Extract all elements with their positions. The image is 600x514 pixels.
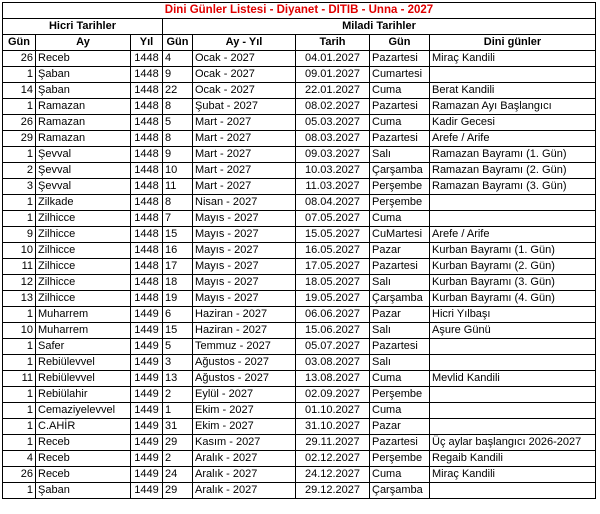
miladi-month-year-cell: Aralık - 2027 bbox=[193, 483, 296, 499]
table-row bbox=[3, 83, 596, 99]
date-cell: 02.09.2027 bbox=[296, 387, 370, 403]
table-row bbox=[3, 179, 596, 195]
miladi-day-cell: 29 bbox=[163, 483, 193, 499]
religious-day-cell bbox=[430, 419, 596, 435]
hicri-year-cell: 1448 bbox=[131, 195, 163, 211]
col-hicri-month: Ay bbox=[36, 35, 131, 51]
religious-day-cell: Ramazan Ayı Başlangıcı bbox=[430, 99, 596, 115]
date-cell: 15.06.2027 bbox=[296, 323, 370, 339]
date-cell: 08.03.2027 bbox=[296, 131, 370, 147]
hicri-year-cell: 1448 bbox=[131, 275, 163, 291]
table-row bbox=[3, 243, 596, 259]
miladi-day-cell: 4 bbox=[163, 51, 193, 67]
miladi-month-year-cell: Aralık - 2027 bbox=[193, 451, 296, 467]
hicri-year-cell: 1448 bbox=[131, 147, 163, 163]
miladi-day-cell: 10 bbox=[163, 163, 193, 179]
date-cell: 02.12.2027 bbox=[296, 451, 370, 467]
table-row bbox=[3, 403, 596, 419]
religious-day-cell bbox=[430, 403, 596, 419]
hicri-month-cell: Receb bbox=[36, 435, 131, 451]
hicri-year-cell: 1449 bbox=[131, 355, 163, 371]
hicri-day-cell: 1 bbox=[3, 195, 36, 211]
miladi-month-year-cell: Nisan - 2027 bbox=[193, 195, 296, 211]
religious-day-cell: Üç aylar başlangıcı 2026-2027 bbox=[430, 435, 596, 451]
group-miladi: Miladi Tarihler bbox=[163, 19, 596, 35]
hicri-month-cell: Zilhicce bbox=[36, 227, 131, 243]
table-row bbox=[3, 147, 596, 163]
hicri-month-cell: Zilhicce bbox=[36, 275, 131, 291]
religious-day-cell bbox=[430, 339, 596, 355]
hicri-day-cell: 1 bbox=[3, 403, 36, 419]
date-cell: 29.12.2027 bbox=[296, 483, 370, 499]
hicri-day-cell: 10 bbox=[3, 323, 36, 339]
date-cell: 22.01.2027 bbox=[296, 83, 370, 99]
miladi-month-year-cell: Ocak - 2027 bbox=[193, 83, 296, 99]
hicri-day-cell: 1 bbox=[3, 307, 36, 323]
date-cell: 29.11.2027 bbox=[296, 435, 370, 451]
col-date: Tarih bbox=[296, 35, 370, 51]
miladi-month-year-cell: Haziran - 2027 bbox=[193, 307, 296, 323]
table-row bbox=[3, 163, 596, 179]
hicri-day-cell: 1 bbox=[3, 99, 36, 115]
miladi-month-year-cell: Mayıs - 2027 bbox=[193, 291, 296, 307]
table-row bbox=[3, 387, 596, 403]
hicri-day-cell: 13 bbox=[3, 291, 36, 307]
weekday-cell: Çarşamba bbox=[370, 163, 430, 179]
sheet-title: Dini Günler Listesi - Diyanet - DITIB - Unna - 2027 bbox=[3, 3, 596, 19]
miladi-month-year-cell: Mart - 2027 bbox=[193, 163, 296, 179]
hicri-year-cell: 1449 bbox=[131, 371, 163, 387]
hicri-month-cell: Muharrem bbox=[36, 307, 131, 323]
miladi-day-cell: 9 bbox=[163, 67, 193, 83]
table-row bbox=[3, 339, 596, 355]
miladi-month-year-cell: Ağustos - 2027 bbox=[193, 355, 296, 371]
date-cell: 06.06.2027 bbox=[296, 307, 370, 323]
hicri-month-cell: Rebiülevvel bbox=[36, 371, 131, 387]
date-cell: 08.04.2027 bbox=[296, 195, 370, 211]
table-row bbox=[3, 435, 596, 451]
hicri-month-cell: Rebiülevvel bbox=[36, 355, 131, 371]
miladi-day-cell: 13 bbox=[163, 371, 193, 387]
hicri-day-cell: 9 bbox=[3, 227, 36, 243]
hicri-year-cell: 1449 bbox=[131, 419, 163, 435]
hicri-day-cell: 26 bbox=[3, 115, 36, 131]
miladi-day-cell: 8 bbox=[163, 99, 193, 115]
col-hicri-year: Yıl bbox=[131, 35, 163, 51]
hicri-month-cell: Zilhicce bbox=[36, 211, 131, 227]
miladi-day-cell: 9 bbox=[163, 147, 193, 163]
miladi-month-year-cell: Mart - 2027 bbox=[193, 147, 296, 163]
miladi-month-year-cell: Kasım - 2027 bbox=[193, 435, 296, 451]
table-row bbox=[3, 307, 596, 323]
miladi-month-year-cell: Mayıs - 2027 bbox=[193, 275, 296, 291]
weekday-cell: Pazartesi bbox=[370, 99, 430, 115]
miladi-month-year-cell: Temmuz - 2027 bbox=[193, 339, 296, 355]
hicri-day-cell: 26 bbox=[3, 51, 36, 67]
table-row bbox=[3, 115, 596, 131]
religious-day-cell bbox=[430, 195, 596, 211]
weekday-cell: Pazar bbox=[370, 419, 430, 435]
date-cell: 24.12.2027 bbox=[296, 467, 370, 483]
hicri-year-cell: 1448 bbox=[131, 99, 163, 115]
hicri-month-cell: Muharrem bbox=[36, 323, 131, 339]
miladi-day-cell: 22 bbox=[163, 83, 193, 99]
miladi-day-cell: 29 bbox=[163, 435, 193, 451]
hicri-day-cell: 1 bbox=[3, 211, 36, 227]
miladi-day-cell: 15 bbox=[163, 323, 193, 339]
religious-day-cell: Miraç Kandili bbox=[430, 51, 596, 67]
weekday-cell: Pazar bbox=[370, 307, 430, 323]
miladi-day-cell: 31 bbox=[163, 419, 193, 435]
hicri-day-cell: 1 bbox=[3, 339, 36, 355]
hicri-day-cell: 11 bbox=[3, 371, 36, 387]
hicri-year-cell: 1448 bbox=[131, 179, 163, 195]
hicri-month-cell: Şevval bbox=[36, 163, 131, 179]
hicri-month-cell: Rebiülahir bbox=[36, 387, 131, 403]
hicri-day-cell: 14 bbox=[3, 83, 36, 99]
religious-day-cell: Ramazan Bayramı (2. Gün) bbox=[430, 163, 596, 179]
weekday-cell: Salı bbox=[370, 275, 430, 291]
hicri-month-cell: C.AHİR bbox=[36, 419, 131, 435]
miladi-day-cell: 8 bbox=[163, 195, 193, 211]
weekday-cell: Çarşamba bbox=[370, 483, 430, 499]
hicri-month-cell: Şaban bbox=[36, 483, 131, 499]
religious-day-cell bbox=[430, 67, 596, 83]
hicri-day-cell: 26 bbox=[3, 467, 36, 483]
hicri-month-cell: Cemaziyelevvel bbox=[36, 403, 131, 419]
weekday-cell: Salı bbox=[370, 147, 430, 163]
hicri-year-cell: 1449 bbox=[131, 323, 163, 339]
miladi-day-cell: 24 bbox=[163, 467, 193, 483]
table-row bbox=[3, 275, 596, 291]
date-cell: 09.03.2027 bbox=[296, 147, 370, 163]
miladi-month-year-cell: Haziran - 2027 bbox=[193, 323, 296, 339]
hicri-month-cell: Zilhicce bbox=[36, 243, 131, 259]
hicri-year-cell: 1448 bbox=[131, 211, 163, 227]
hicri-day-cell: 11 bbox=[3, 259, 36, 275]
date-cell: 31.10.2027 bbox=[296, 419, 370, 435]
religious-day-cell: Arefe / Arife bbox=[430, 131, 596, 147]
weekday-cell: Pazartesi bbox=[370, 339, 430, 355]
miladi-day-cell: 2 bbox=[163, 387, 193, 403]
religious-day-cell bbox=[430, 211, 596, 227]
hicri-month-cell: Zilkade bbox=[36, 195, 131, 211]
table-row bbox=[3, 211, 596, 227]
hicri-year-cell: 1449 bbox=[131, 403, 163, 419]
religious-day-cell: Miraç Kandili bbox=[430, 467, 596, 483]
weekday-cell: CuMartesi bbox=[370, 227, 430, 243]
table-row bbox=[3, 355, 596, 371]
weekday-cell: Pazar bbox=[370, 243, 430, 259]
miladi-day-cell: 16 bbox=[163, 243, 193, 259]
weekday-cell: Cuma bbox=[370, 115, 430, 131]
table-row bbox=[3, 131, 596, 147]
miladi-month-year-cell: Mart - 2027 bbox=[193, 115, 296, 131]
religious-day-cell bbox=[430, 483, 596, 499]
column-header-row bbox=[3, 35, 596, 51]
hicri-month-cell: Zilhicce bbox=[36, 291, 131, 307]
hicri-month-cell: Şevval bbox=[36, 179, 131, 195]
hicri-year-cell: 1449 bbox=[131, 307, 163, 323]
hicri-day-cell: 1 bbox=[3, 483, 36, 499]
weekday-cell: Perşembe bbox=[370, 195, 430, 211]
table-row bbox=[3, 323, 596, 339]
date-cell: 08.02.2027 bbox=[296, 99, 370, 115]
hicri-month-cell: Ramazan bbox=[36, 115, 131, 131]
miladi-month-year-cell: Ekim - 2027 bbox=[193, 403, 296, 419]
hicri-month-cell: Safer bbox=[36, 339, 131, 355]
col-miladi-day: Gün bbox=[163, 35, 193, 51]
table-row bbox=[3, 371, 596, 387]
hicri-year-cell: 1448 bbox=[131, 259, 163, 275]
weekday-cell: Cumartesi bbox=[370, 67, 430, 83]
col-religious-day: Dini günler bbox=[430, 35, 596, 51]
miladi-month-year-cell: Ağustos - 2027 bbox=[193, 371, 296, 387]
table-row bbox=[3, 419, 596, 435]
hicri-year-cell: 1448 bbox=[131, 243, 163, 259]
miladi-month-year-cell: Aralık - 2027 bbox=[193, 467, 296, 483]
hicri-day-cell: 12 bbox=[3, 275, 36, 291]
date-cell: 09.01.2027 bbox=[296, 67, 370, 83]
miladi-day-cell: 11 bbox=[163, 179, 193, 195]
weekday-cell: Pazartesi bbox=[370, 51, 430, 67]
date-cell: 13.08.2027 bbox=[296, 371, 370, 387]
weekday-cell: Çarşamba bbox=[370, 291, 430, 307]
hicri-day-cell: 1 bbox=[3, 435, 36, 451]
miladi-month-year-cell: Mart - 2027 bbox=[193, 131, 296, 147]
table-row bbox=[3, 51, 596, 67]
miladi-day-cell: 5 bbox=[163, 339, 193, 355]
hicri-year-cell: 1448 bbox=[131, 163, 163, 179]
date-cell: 05.07.2027 bbox=[296, 339, 370, 355]
weekday-cell: Salı bbox=[370, 323, 430, 339]
religious-day-cell: Berat Kandili bbox=[430, 83, 596, 99]
weekday-cell: Salı bbox=[370, 355, 430, 371]
miladi-month-year-cell: Mayıs - 2027 bbox=[193, 243, 296, 259]
weekday-cell: Perşembe bbox=[370, 179, 430, 195]
miladi-day-cell: 1 bbox=[163, 403, 193, 419]
hicri-day-cell: 1 bbox=[3, 355, 36, 371]
hicri-month-cell: Şaban bbox=[36, 83, 131, 99]
hicri-year-cell: 1448 bbox=[131, 83, 163, 99]
weekday-cell: Pazartesi bbox=[370, 259, 430, 275]
miladi-month-year-cell: Eylül - 2027 bbox=[193, 387, 296, 403]
miladi-day-cell: 2 bbox=[163, 451, 193, 467]
table-row bbox=[3, 67, 596, 83]
miladi-month-year-cell: Şubat - 2027 bbox=[193, 99, 296, 115]
religious-day-cell: Arefe / Arife bbox=[430, 227, 596, 243]
miladi-month-year-cell: Mayıs - 2027 bbox=[193, 211, 296, 227]
hicri-year-cell: 1449 bbox=[131, 483, 163, 499]
date-cell: 05.03.2027 bbox=[296, 115, 370, 131]
religious-day-cell: Kurban Bayramı (4. Gün) bbox=[430, 291, 596, 307]
hicri-month-cell: Şaban bbox=[36, 67, 131, 83]
date-cell: 16.05.2027 bbox=[296, 243, 370, 259]
hicri-month-cell: Şevval bbox=[36, 147, 131, 163]
hicri-year-cell: 1449 bbox=[131, 339, 163, 355]
table-row bbox=[3, 99, 596, 115]
col-hicri-day: Gün bbox=[3, 35, 36, 51]
hicri-day-cell: 1 bbox=[3, 387, 36, 403]
hicri-day-cell: 3 bbox=[3, 179, 36, 195]
weekday-cell: Perşembe bbox=[370, 451, 430, 467]
hicri-month-cell: Receb bbox=[36, 451, 131, 467]
weekday-cell: Cuma bbox=[370, 467, 430, 483]
religious-day-cell: Mevlid Kandili bbox=[430, 371, 596, 387]
date-cell: 19.05.2027 bbox=[296, 291, 370, 307]
date-cell: 04.01.2027 bbox=[296, 51, 370, 67]
weekday-cell: Cuma bbox=[370, 211, 430, 227]
religious-day-cell: Kadir Gecesi bbox=[430, 115, 596, 131]
miladi-day-cell: 17 bbox=[163, 259, 193, 275]
weekday-cell: Pazartesi bbox=[370, 435, 430, 451]
hicri-day-cell: 10 bbox=[3, 243, 36, 259]
hicri-year-cell: 1449 bbox=[131, 451, 163, 467]
miladi-day-cell: 15 bbox=[163, 227, 193, 243]
hicri-month-cell: Receb bbox=[36, 467, 131, 483]
miladi-day-cell: 8 bbox=[163, 131, 193, 147]
hicri-day-cell: 29 bbox=[3, 131, 36, 147]
table-row bbox=[3, 451, 596, 467]
weekday-cell: Cuma bbox=[370, 403, 430, 419]
hicri-year-cell: 1449 bbox=[131, 467, 163, 483]
religious-day-cell: Kurban Bayramı (1. Gün) bbox=[430, 243, 596, 259]
date-cell: 07.05.2027 bbox=[296, 211, 370, 227]
religious-day-cell: Hicri Yılbaşı bbox=[430, 307, 596, 323]
date-cell: 01.10.2027 bbox=[296, 403, 370, 419]
hicri-month-cell: Ramazan bbox=[36, 99, 131, 115]
hicri-year-cell: 1448 bbox=[131, 67, 163, 83]
religious-day-cell: Kurban Bayramı (2. Gün) bbox=[430, 259, 596, 275]
miladi-day-cell: 6 bbox=[163, 307, 193, 323]
weekday-cell: Cuma bbox=[370, 83, 430, 99]
hicri-year-cell: 1449 bbox=[131, 387, 163, 403]
table-row bbox=[3, 483, 596, 499]
miladi-month-year-cell: Mayıs - 2027 bbox=[193, 227, 296, 243]
miladi-day-cell: 7 bbox=[163, 211, 193, 227]
col-weekday: Gün bbox=[370, 35, 430, 51]
religious-day-cell: Aşure Günü bbox=[430, 323, 596, 339]
miladi-month-year-cell: Ocak - 2027 bbox=[193, 67, 296, 83]
date-cell: 15.05.2027 bbox=[296, 227, 370, 243]
date-cell: 17.05.2027 bbox=[296, 259, 370, 275]
miladi-day-cell: 3 bbox=[163, 355, 193, 371]
hicri-month-cell: Receb bbox=[36, 51, 131, 67]
hicri-day-cell: 2 bbox=[3, 163, 36, 179]
table-row bbox=[3, 467, 596, 483]
hicri-day-cell: 1 bbox=[3, 419, 36, 435]
religious-day-cell: Ramazan Bayramı (1. Gün) bbox=[430, 147, 596, 163]
hicri-day-cell: 4 bbox=[3, 451, 36, 467]
hicri-year-cell: 1448 bbox=[131, 115, 163, 131]
date-cell: 10.03.2027 bbox=[296, 163, 370, 179]
table-row bbox=[3, 291, 596, 307]
hicri-year-cell: 1448 bbox=[131, 51, 163, 67]
hicri-month-cell: Ramazan bbox=[36, 131, 131, 147]
date-cell: 11.03.2027 bbox=[296, 179, 370, 195]
group-hicri: Hicri Tarihler bbox=[3, 19, 163, 35]
miladi-month-year-cell: Ekim - 2027 bbox=[193, 419, 296, 435]
miladi-day-cell: 5 bbox=[163, 115, 193, 131]
date-cell: 03.08.2027 bbox=[296, 355, 370, 371]
weekday-cell: Perşembe bbox=[370, 387, 430, 403]
holiday-table bbox=[2, 2, 596, 499]
religious-day-cell: Kurban Bayramı (3. Gün) bbox=[430, 275, 596, 291]
miladi-month-year-cell: Mayıs - 2027 bbox=[193, 259, 296, 275]
religious-day-cell bbox=[430, 355, 596, 371]
religious-day-cell: Ramazan Bayramı (3. Gün) bbox=[430, 179, 596, 195]
religious-day-cell: Regaib Kandili bbox=[430, 451, 596, 467]
miladi-month-year-cell: Ocak - 2027 bbox=[193, 51, 296, 67]
religious-day-cell bbox=[430, 387, 596, 403]
miladi-month-year-cell: Mart - 2027 bbox=[193, 179, 296, 195]
table-row bbox=[3, 227, 596, 243]
table-row bbox=[3, 195, 596, 211]
hicri-day-cell: 1 bbox=[3, 67, 36, 83]
hicri-year-cell: 1448 bbox=[131, 291, 163, 307]
col-miladi-month-year: Ay - Yıl bbox=[193, 35, 296, 51]
miladi-day-cell: 18 bbox=[163, 275, 193, 291]
weekday-cell: Pazartesi bbox=[370, 131, 430, 147]
hicri-month-cell: Zilhicce bbox=[36, 259, 131, 275]
hicri-year-cell: 1449 bbox=[131, 435, 163, 451]
table-row bbox=[3, 259, 596, 275]
weekday-cell: Cuma bbox=[370, 371, 430, 387]
date-cell: 18.05.2027 bbox=[296, 275, 370, 291]
hicri-year-cell: 1448 bbox=[131, 131, 163, 147]
miladi-day-cell: 19 bbox=[163, 291, 193, 307]
hicri-year-cell: 1448 bbox=[131, 227, 163, 243]
hicri-day-cell: 1 bbox=[3, 147, 36, 163]
